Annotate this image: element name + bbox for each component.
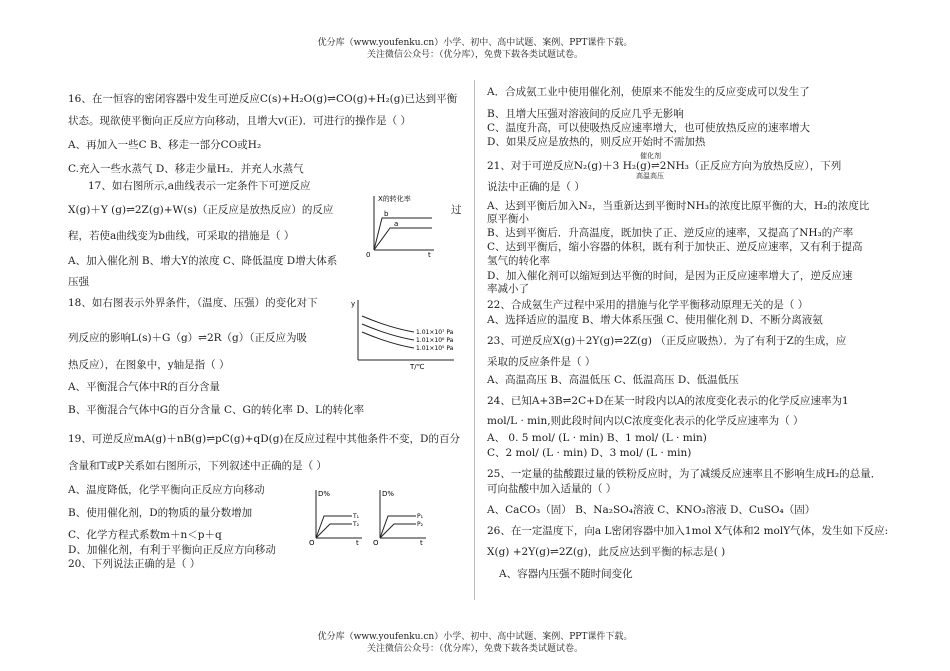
q19-option-c: C、化学方程式系数m＋n＜p＋q (68, 529, 222, 541)
q17-options-2: 压强 (68, 276, 89, 288)
q19b-series-2: P₂ (417, 521, 424, 528)
q19b-xlabel: t (420, 539, 423, 546)
q17-origin: 0 (366, 251, 371, 258)
q21-option-a-2: 原平衡小 (487, 213, 529, 225)
header-line-2: 关注微信公众号：（优分库），免费下载各类试题试卷。 (366, 50, 583, 60)
q18-stem-3: 热反应），在图象中，y轴是指（ ） (68, 359, 230, 371)
footer-line-1: 优分库（www.youfenku.cn）小学、初中、高中试题、案例、PPT课件下载。 (317, 632, 633, 642)
figure-q19-graph-temperature (308, 486, 364, 546)
q19b-ylabel: D% (382, 490, 395, 498)
q19b-curve-1 (380, 516, 416, 538)
q16-stem-1: 16、在一恒容的密闭容器中发生可逆反应C(s)+H₂O(g)⇌CO(g)+H₂(g)已达到平衡 (68, 93, 458, 105)
q17-stem-2: X(g)＋Y (g)⇌2Z(g)+W(s)（正反应是放热反应）的反应 (68, 204, 334, 216)
q19a-series-1: T₁ (353, 513, 360, 520)
header-line-1: 优分库（www.youfenku.cn）小学、初中、高中试题、案例、PPT课件下载。 (317, 38, 633, 48)
q19a-origin: O (309, 539, 315, 546)
q24-options-1: A、 0. 5 mol/ (L · min) B、1 mol/ (L · min) (487, 432, 707, 444)
q16-options-1: A、再加入一些C B、移走一部分CO或H₂ (68, 139, 262, 151)
q20-option-c: C、温度升高，可以使吸热反应速率增大，也可使放热反应的速率增大 (487, 122, 811, 134)
q19-stem-1: 19、可逆反应mA(g)＋nB(g)⇌pC(g)+qD(g)在反应过程中其他条件不变，D的百分 (68, 433, 460, 445)
q22-stem: 22、合成氨生产过程中采用的措施与化学平衡移动原理无关的是（ ） (487, 299, 809, 311)
q18-curve-1 (362, 316, 414, 332)
q18-series-3: 1.01×10⁵ Pa (416, 345, 454, 352)
q18-curve-3 (362, 332, 414, 348)
q17-stem-1: 17、如右图所示,a曲线表示一定条件下可逆反应 (88, 180, 311, 192)
q20-option-a: A．合成氨工业中使用催化剂，使原来不能发生的反应变成可以发生了 (487, 86, 810, 98)
q16-stem-2: 状态。现欲使平衡向正反应方向移动，且增大v(正)．可进行的操作是（ ） (68, 115, 411, 127)
q22-options: A、选择适应的温度 B、增大体系压强 C、使用催化剂 D、不断分离液氨 (487, 314, 823, 326)
q21-option-d-1: D、加入催化剂可以缩短到达平衡的时间，是因为正反应速率增大了，逆反应速 (487, 270, 853, 282)
q21-option-b: B、达到平衡后．升高温度，既加快了正、逆反应的速率，又提高了NH₃的产率 (487, 227, 854, 239)
q18-stem-1: 18、如右图表示外界条件，（温度、压强）的变化对下 (68, 297, 318, 309)
q16-options-2: C.充入一些水蒸气 D、移走少量H₂．并充人水蒸气 (68, 163, 304, 175)
q18-xlabel: T/℃ (410, 363, 425, 370)
q19b-origin: O (373, 539, 379, 546)
q25-options: A、CaCO₃（固） B、Na₂SO₄溶液 C、KNO₃溶液 D、CuSO₄（固） (487, 504, 816, 516)
q18-series-1: 1.01×10⁷ Pa (416, 329, 454, 336)
q26-stem-1: 26、在一定温度下，向a L密闭容器中加入1mol X气体和2 molY气体，发生如下反应: (487, 525, 889, 537)
figure-q18-graph (350, 298, 462, 370)
q18-ylabel: y (351, 300, 356, 308)
q21-condition-bottom: 高温高压 (636, 172, 664, 180)
q18-curve-2 (362, 324, 414, 340)
q19a-xlabel: t (356, 539, 359, 546)
q24-stem-2: mol/L · min,则此段时间内以C浓度变化表示的化学反应速率为（ ） (487, 415, 804, 427)
q21-stem-2: 说法中正确的是（ ） (487, 181, 585, 193)
q19b-series-1: P₁ (417, 513, 424, 520)
q23-stem-2: 采取的反应条件是（ ） (487, 356, 596, 368)
q19-option-b: B、使用催化剂，D的物质的量分数增加 (68, 507, 253, 519)
q17-options-1: A、加入催化剂 B、增大Y的浓度 C、降低温度 D增大体系 (68, 255, 338, 267)
q17-stem-2-tail: 过 (451, 204, 462, 216)
q20-option-d: D、如果反应是放热的，则反应开始时不需加热 (487, 136, 706, 148)
q23-stem-1: 23、可逆反应X(g)＋2Y(g)⇌2Z(g) （正反应吸热）．为了有利于Z的生成，应 (487, 335, 847, 347)
q21-condition-top: 催化剂 (640, 152, 661, 160)
q19-option-d: D、加催化剂，有利于平衡向正反应方向移动 (68, 544, 276, 556)
figure-q17-graph (364, 190, 436, 258)
q20-stem: 20、下列说法正确的是（ ） (68, 558, 201, 570)
q26-stem-2: X(g) +2Y(g)⇌2Z(g)，此反应达到平衡的标志是( ) (487, 546, 726, 558)
q19a-curve-1 (316, 516, 352, 538)
figure-q19-graph-pressure (372, 486, 428, 546)
q24-stem-1: 24、已知A+3B⇌2C+D在某一时段内以A的浓度变化表示的化学反应速率为1 (487, 395, 849, 407)
q21-option-d-2: 率减小了 (487, 283, 529, 295)
q18-options-bcd: B、平衡混合气体中G的百分含量 C、G的转化率 D、L的转化率 (68, 404, 365, 416)
q21-stem-1: 21、对于可逆反应N₂(g)＋3 H₂(g)⇌2NH₃（正反应方向为放热反应），下列 (487, 160, 842, 172)
q19-option-a: A、温度降低，化学平衡向正反应方向移动 (68, 484, 265, 496)
column-divider (474, 80, 475, 600)
q17-label-a: a (394, 220, 399, 228)
q17-curve-b (374, 218, 432, 250)
q17-curve-a (374, 228, 432, 250)
q19b-curve-2 (380, 524, 416, 538)
q17-stem-3: 程，若使a曲线变为b曲线，可采取的措施是（ ） (68, 230, 295, 242)
q18-option-a: A、平衡混合气体中R的百分含量 (68, 381, 220, 393)
q21-option-c-2: 氢气的转化率 (487, 255, 550, 267)
q25-stem-2: 可向盐酸中加入适量的（ ） (487, 483, 617, 495)
q19a-ylabel: D% (318, 490, 331, 498)
q19a-curve-2 (316, 524, 352, 538)
q19-stem-2: 含量和T或P关系如右图所示，下列叙述中正确的是（ ） (68, 460, 327, 472)
q25-stem-1: 25、一定量的盐酸跟过量的铁粉反应时，为了减缓反应速率且不影响生成H₂的总量． (487, 468, 882, 480)
q20-option-b: B、且增大压强对溶液间的反应几乎无影响 (487, 108, 684, 120)
q18-stem-2: 列反应的影响L(s)＋G（g）⇌2R（g）（正反应为吸 (68, 332, 308, 344)
q19a-series-2: T₂ (353, 521, 360, 528)
q26-option-a: A、容器内压强不随时间变化 (499, 568, 633, 580)
q17-label-b: b (384, 210, 389, 218)
q17-xlabel: t (428, 251, 431, 258)
q17-ylabel: X的转化率 (378, 195, 411, 203)
q21-option-c-1: C、达到平衡后，缩小容器的体积，既有利于加快正、逆反应速率，又有利于提高 (487, 241, 863, 253)
q21-option-a-1: A、达到平衡后加入N₂，当重新达到平衡时NH₃的浓度比原平衡的大，H₂的浓度比 (487, 200, 870, 212)
q24-options-2: C、2 mol/ (L · min) D、3 mol/ (L · min) (487, 447, 692, 459)
q23-options: A、高温高压 B、高温低压 C、低温高压 D、低温低压 (487, 374, 739, 386)
footer-line-2: 关注微信公众号：（优分库），免费下载各类试题试卷。 (366, 644, 583, 654)
q18-series-2: 1.01×10⁶ Pa (416, 337, 454, 344)
